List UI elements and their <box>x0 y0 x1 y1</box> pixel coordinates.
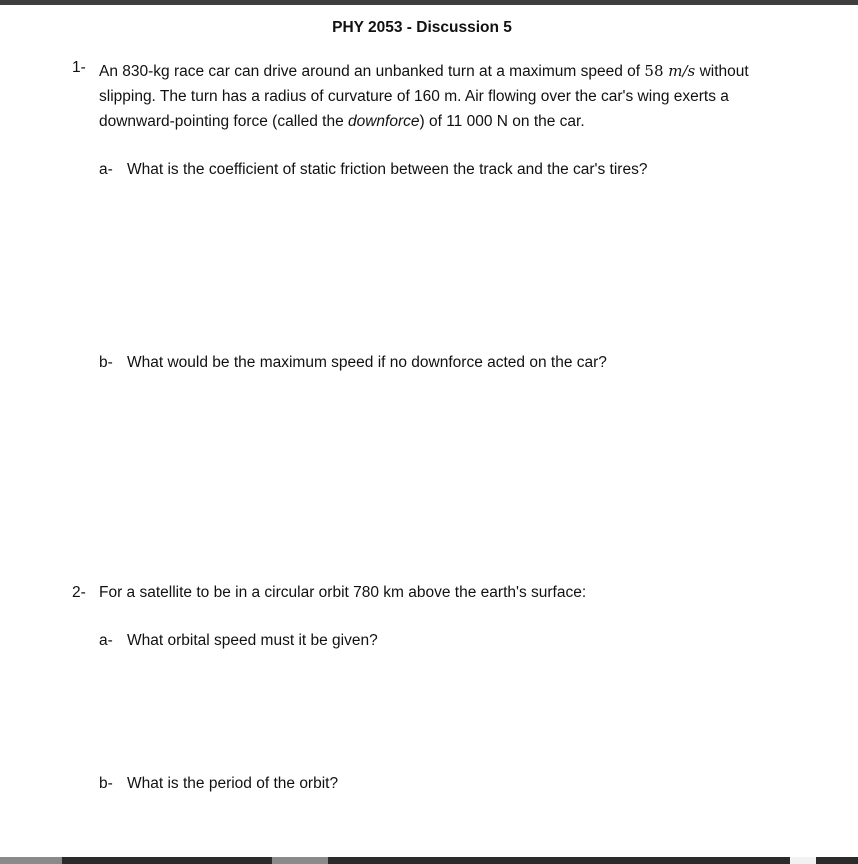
top-border <box>0 0 858 5</box>
problem-1b-question: What would be the maximum speed if no downforce acted on the car? <box>127 354 607 371</box>
speed-value: 58 <box>644 62 664 80</box>
problem-2a-letter: a- <box>99 632 113 649</box>
scroll-thumb[interactable] <box>272 857 328 864</box>
page-title: PHY 2053 - Discussion 5 <box>332 19 512 36</box>
speed-expression <box>644 62 695 80</box>
problem-2b-letter: b- <box>99 775 113 792</box>
problem-2-statement: For a satellite to be in a circular orbit 780 km above the earth's surface: <box>99 584 587 601</box>
problem-1b-letter: b- <box>99 354 113 371</box>
problem-1-text-end: ) of 11 000 N on the car. <box>419 113 585 130</box>
speed-unit: m/s <box>668 62 696 80</box>
problem-1-statement <box>99 59 789 134</box>
downforce-term: downforce <box>348 113 420 130</box>
problem-2b-question: What is the period of the orbit? <box>127 775 339 792</box>
problem-1a-question: What is the coefficient of static friction between the track and the car's tires? <box>127 161 648 178</box>
problem-1-text-start: An 830-kg race car can drive around an unbanked turn at a maximum speed of <box>99 63 645 80</box>
scroll-segment-right <box>790 857 816 864</box>
bottom-scrollbar[interactable] <box>0 857 858 864</box>
problem-1-number: 1- <box>72 59 86 76</box>
problem-2a-question: What orbital speed must it be given? <box>127 632 378 649</box>
problem-1-text-middle: without slipping. The turn has a radius of curvature of 160 m. Air flowing over the car's wing exerts a downward-pointing force (called the <box>99 63 749 130</box>
problem-2-number: 2- <box>72 584 86 601</box>
problem-1a-letter: a- <box>99 161 113 178</box>
scroll-segment-left <box>0 857 62 864</box>
